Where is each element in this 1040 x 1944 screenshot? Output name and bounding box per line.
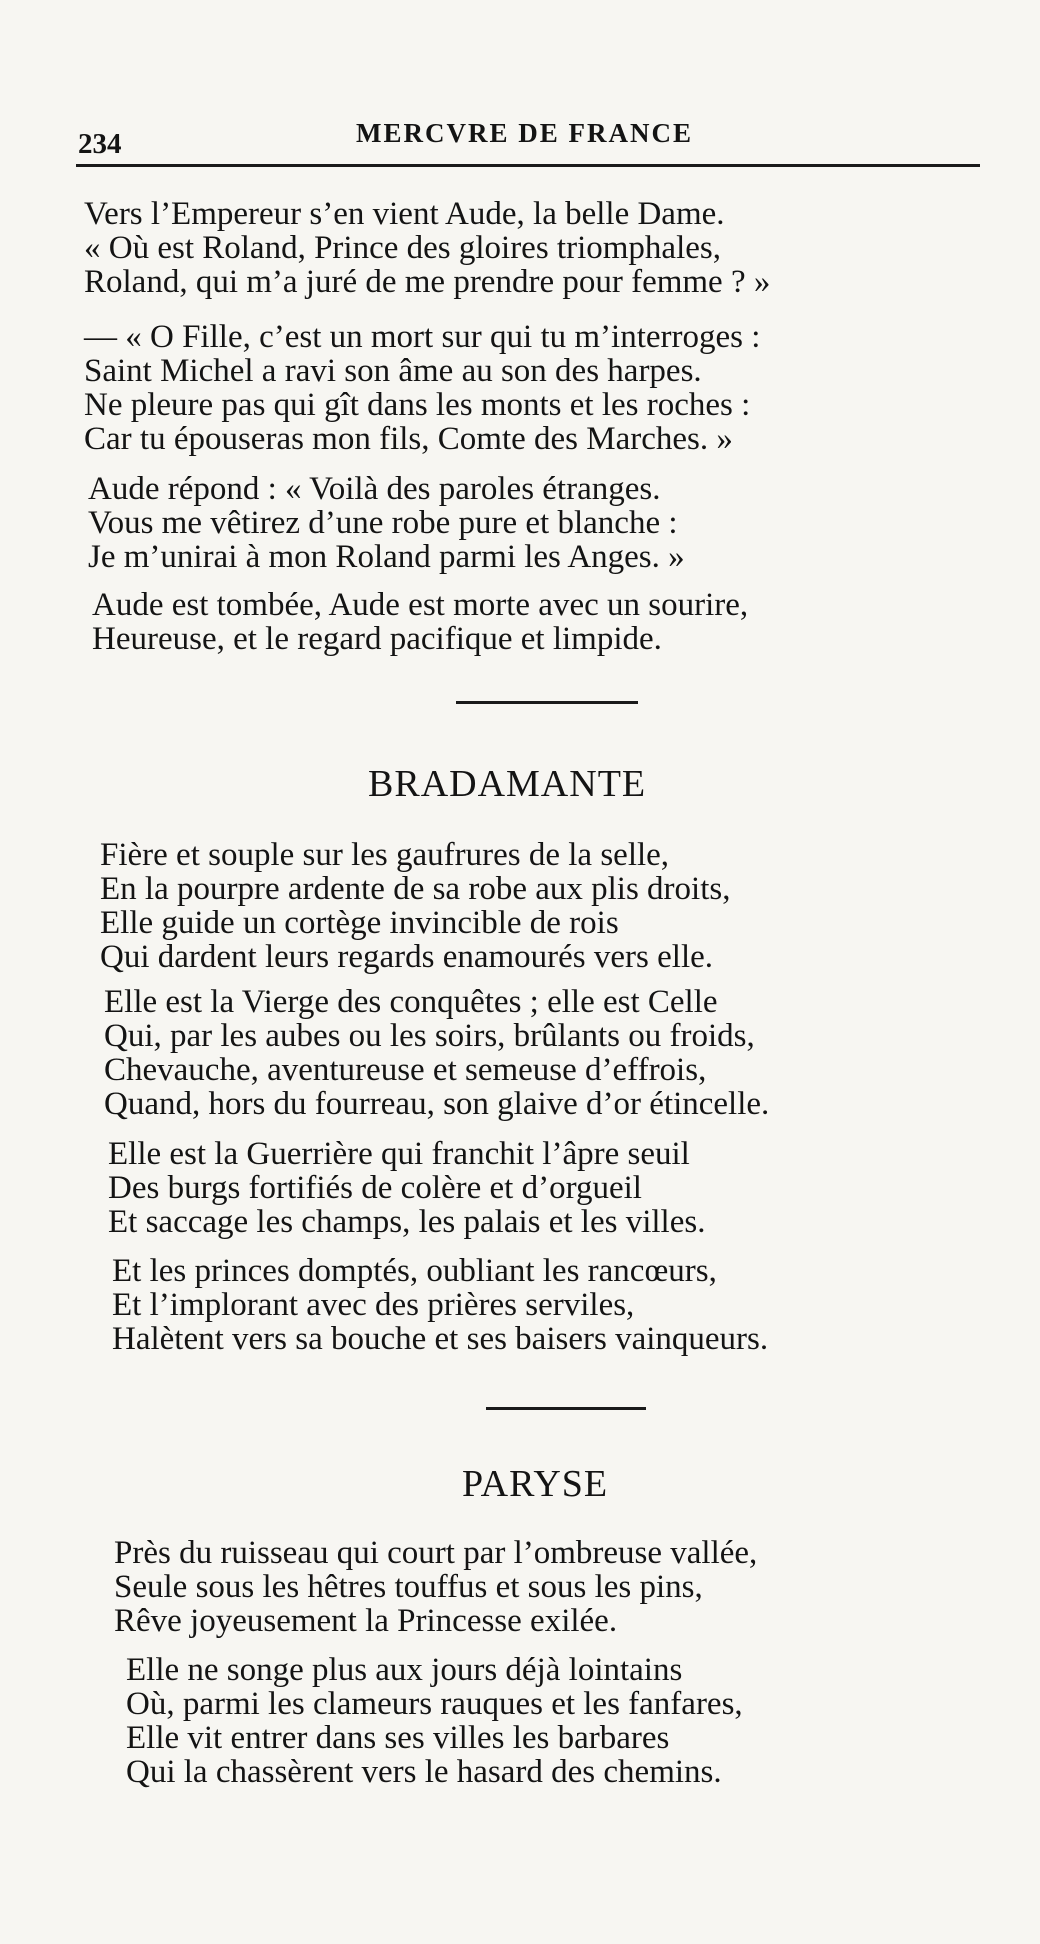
bradamante-stanza-1 <box>100 838 730 974</box>
verse-line: Ne pleure pas qui gît dans les monts et les roches : <box>84 387 751 423</box>
bradamante-stanza-2 <box>104 985 769 1121</box>
paryse-stanza-2 <box>126 1653 743 1789</box>
verse-line: Près du ruisseau qui court par l’ombreuse vallée, <box>114 1535 758 1571</box>
verse-line: Rêve joyeusement la Princesse exilée. <box>114 1603 618 1639</box>
verse-line: Aude est tombée, Aude est morte avec un sourire, <box>92 587 749 623</box>
verse-line: Vers l’Empereur s’en vient Aude, la belle Dame. <box>84 196 725 232</box>
verse-line: — « O Fille, c’est un mort sur qui tu m’interroges : <box>84 319 761 355</box>
aude-stanza-1 <box>84 197 770 299</box>
verse-line: Et les princes domptés, oubliant les rancœurs, <box>112 1253 717 1289</box>
verse-line: Halètent vers sa bouche et ses baisers vainqueurs. <box>112 1321 769 1357</box>
aude-stanza-4 <box>92 588 748 656</box>
verse-line: Elle guide un cortège invincible de rois <box>100 905 619 941</box>
paryse-stanza-1 <box>114 1536 757 1638</box>
verse-line: Où, parmi les clameurs rauques et les fanfares, <box>126 1686 743 1722</box>
verse-line: Chevauche, aventureuse et semeuse d’effrois, <box>104 1052 707 1088</box>
verse-line: Qui la chassèrent vers le hasard des chemins. <box>126 1754 722 1790</box>
verse-line: Heureuse, et le regard pacifique et limpide. <box>92 621 662 657</box>
verse-line: Qui dardent leurs regards enamourés vers elle. <box>100 939 714 975</box>
poem-title-paryse: PARYSE <box>462 1463 609 1505</box>
running-head <box>76 110 980 160</box>
verse-line: Car tu épouseras mon fils, Comte des Marches. » <box>84 421 733 457</box>
verse-line: Quand, hors du fourreau, son glaive d’or étincelle. <box>104 1086 770 1122</box>
verse-line: Elle est la Vierge des conquêtes ; elle est Celle <box>104 984 718 1020</box>
section-divider <box>486 1407 646 1410</box>
header-rule <box>76 164 980 167</box>
aude-stanza-2 <box>84 320 760 456</box>
verse-line: En la pourpre ardente de sa robe aux plis droits, <box>100 871 731 907</box>
bradamante-stanza-3 <box>108 1137 705 1239</box>
verse-line: Et saccage les champs, les palais et les villes. <box>108 1204 706 1240</box>
aude-stanza-3 <box>88 472 685 574</box>
verse-line: Des burgs fortifiés de colère et d’orgueil <box>108 1170 642 1206</box>
verse-line: Et l’implorant avec des prières serviles, <box>112 1287 635 1323</box>
verse-line: Seule sous les hêtres touffus et sous les pins, <box>114 1569 703 1605</box>
section-divider <box>456 701 638 704</box>
verse-line: « Où est Roland, Prince des gloires triomphales, <box>84 230 721 266</box>
poem-title-bradamante: BRADAMANTE <box>368 763 647 805</box>
verse-line: Roland, qui m’a juré de me prendre pour femme ? » <box>84 264 771 300</box>
verse-line: Qui, par les aubes ou les soirs, brûlants ou froids, <box>104 1018 755 1054</box>
verse-line: Elle ne songe plus aux jours déjà lointains <box>126 1652 683 1688</box>
journal-title: MERCVRE DE FRANCE <box>356 118 693 148</box>
verse-line: Fière et souple sur les gaufrures de la selle, <box>100 837 670 873</box>
page-number: 234 <box>78 128 122 160</box>
verse-line: Je m’unirai à mon Roland parmi les Anges. » <box>88 539 685 575</box>
verse-line: Elle est la Guerrière qui franchit l’âpre seuil <box>108 1136 690 1172</box>
verse-line: Elle vit entrer dans ses villes les barbares <box>126 1720 670 1756</box>
bradamante-stanza-4 <box>112 1254 768 1356</box>
verse-line: Aude répond : « Voilà des paroles étranges. <box>88 471 661 507</box>
verse-line: Saint Michel a ravi son âme au son des harpes. <box>84 353 702 389</box>
verse-line: Vous me vêtirez d’une robe pure et blanche : <box>88 505 678 541</box>
